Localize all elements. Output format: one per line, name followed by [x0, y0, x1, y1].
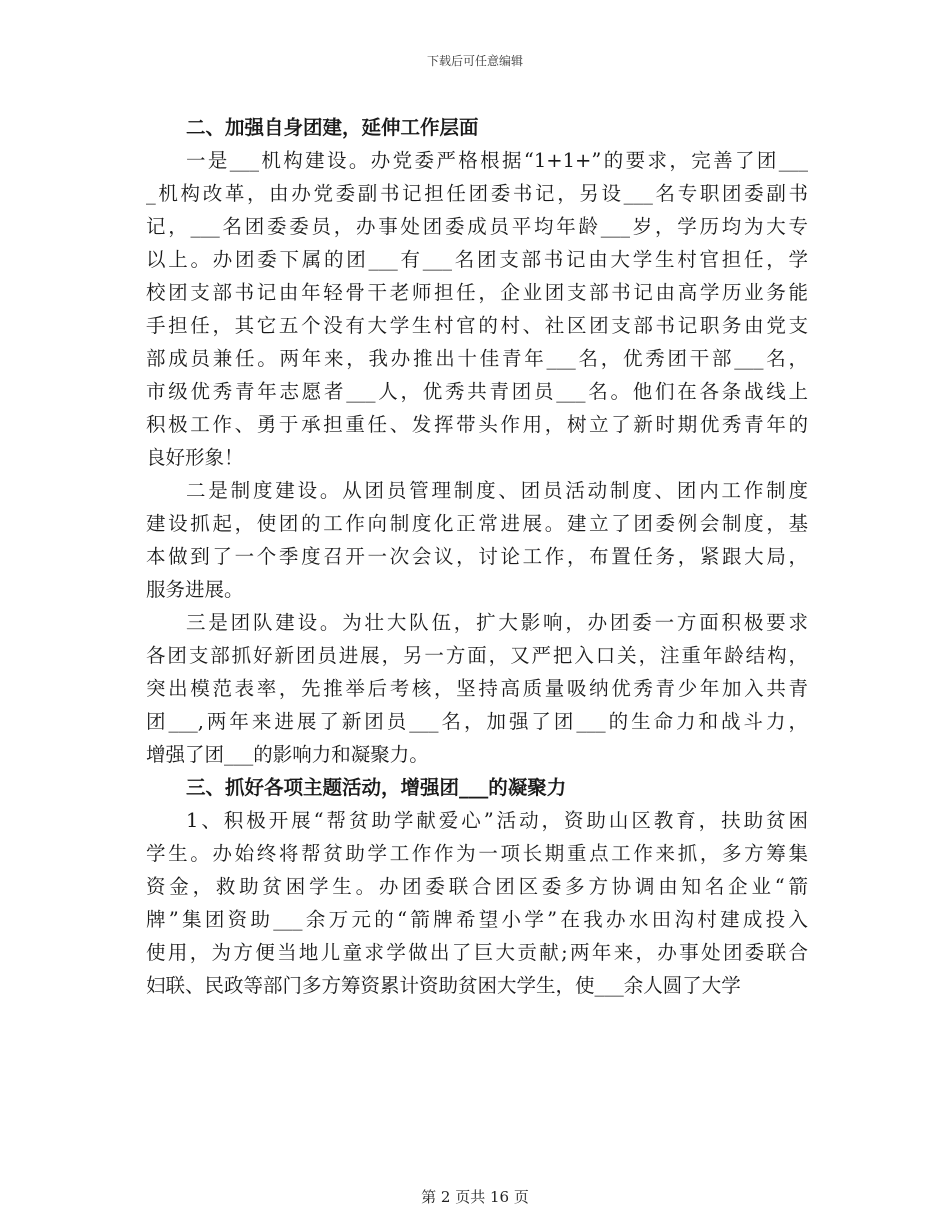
paragraph-line: 以上。办团委下属的团___有___名团支部书记由大学生村官担任，学: [146, 248, 808, 271]
paragraph-line: 1、积极开展“帮贫助学献爱心”活动，资助山区教育，扶助贫困: [186, 809, 808, 832]
section-heading: 二、加强自身团建，延伸工作层面: [186, 116, 479, 139]
paragraph-line: 一是___机构建设。办党委严格根据“1+1+”的要求，完善了团___: [186, 149, 808, 172]
paragraph-line: 三是团队建设。为壮大队伍，扩大影响，办团委一方面积极要求: [186, 611, 808, 634]
paragraph-line: 校团支部书记由年轻骨干老师担任，企业团支部书记由高学历业务能: [146, 281, 808, 304]
document-body: [146, 111, 808, 1002]
paragraph-line: 记，___名团委委员，办事处团委成员平均年龄___岁，学历均为大专: [146, 215, 808, 238]
section-heading: 三、抓好各项主题活动，增强团___的凝聚力: [186, 776, 567, 799]
paragraph: [146, 606, 808, 771]
paragraph-line: 手担任，其它五个没有大学生村官的村、社区团支部书记职务由党支: [146, 314, 808, 337]
paragraph: [146, 804, 808, 1002]
paragraph: [146, 474, 808, 606]
paragraph-line: 牌”集团资助___余万元的“箭牌希望小学”在我办水田沟村建成投入: [146, 908, 808, 931]
paragraph-line: 资金，救助贫困学生。办团委联合团区委多方协调由知名企业“箭: [146, 875, 808, 898]
paragraph-line: 妇联、民政等部门多方筹资累计资助贫困大学生，使___余人圆了大学: [146, 974, 741, 997]
paragraph-line: 市级优秀青年志愿者___人，优秀共青团员___名。他们在各条战线上: [146, 380, 808, 403]
paragraph-line: 部成员兼任。两年来，我办推出十佳青年___名，优秀团干部___名，: [146, 347, 808, 370]
paragraph-line: 各团支部抓好新团员进展，另一方面，又严把入口关，注重年龄结构，: [146, 644, 808, 667]
paragraph-line: 建设抓起，使团的工作向制度化正常进展。建立了团委例会制度，基: [146, 512, 808, 535]
paragraph-line: 积极工作、勇于承担重任、发挥带头作用，树立了新时期优秀青年的: [146, 413, 808, 436]
paragraph-line: 良好形象！: [146, 446, 244, 469]
page-header: 下载后可任意编辑: [426, 54, 523, 68]
page-footer: 第 2 页共 16 页: [421, 1188, 529, 1206]
paragraph-line: 增强了团___的影响力和凝聚力。: [146, 743, 429, 766]
paragraph-line: 本做到了一个季度召开一次会议，讨论工作，布置任务，紧跟大局，: [146, 545, 808, 568]
paragraph-line: 二是制度建设。从团员管理制度、团员活动制度、团内工作制度: [186, 479, 808, 502]
paragraph-line: 使用，为方便当地儿童求学做出了巨大贡献;两年来，办事处团委联合: [146, 941, 808, 964]
paragraph-line: _机构改革，由办党委副书记担任团委书记，另设___名专职团委副书: [146, 182, 808, 205]
paragraph-line: 团___,两年来进展了新团员___名，加强了团___的生命力和战斗力，: [146, 710, 808, 733]
paragraph-line: 服务进展。: [146, 578, 244, 601]
paragraph-line: 突出模范表率，先推举后考核，坚持高质量吸纳优秀青少年加入共青: [146, 677, 808, 700]
paragraph: [146, 144, 808, 474]
paragraph-line: 学生。办始终将帮贫助学工作作为一项长期重点工作来抓，多方筹集: [146, 842, 808, 865]
